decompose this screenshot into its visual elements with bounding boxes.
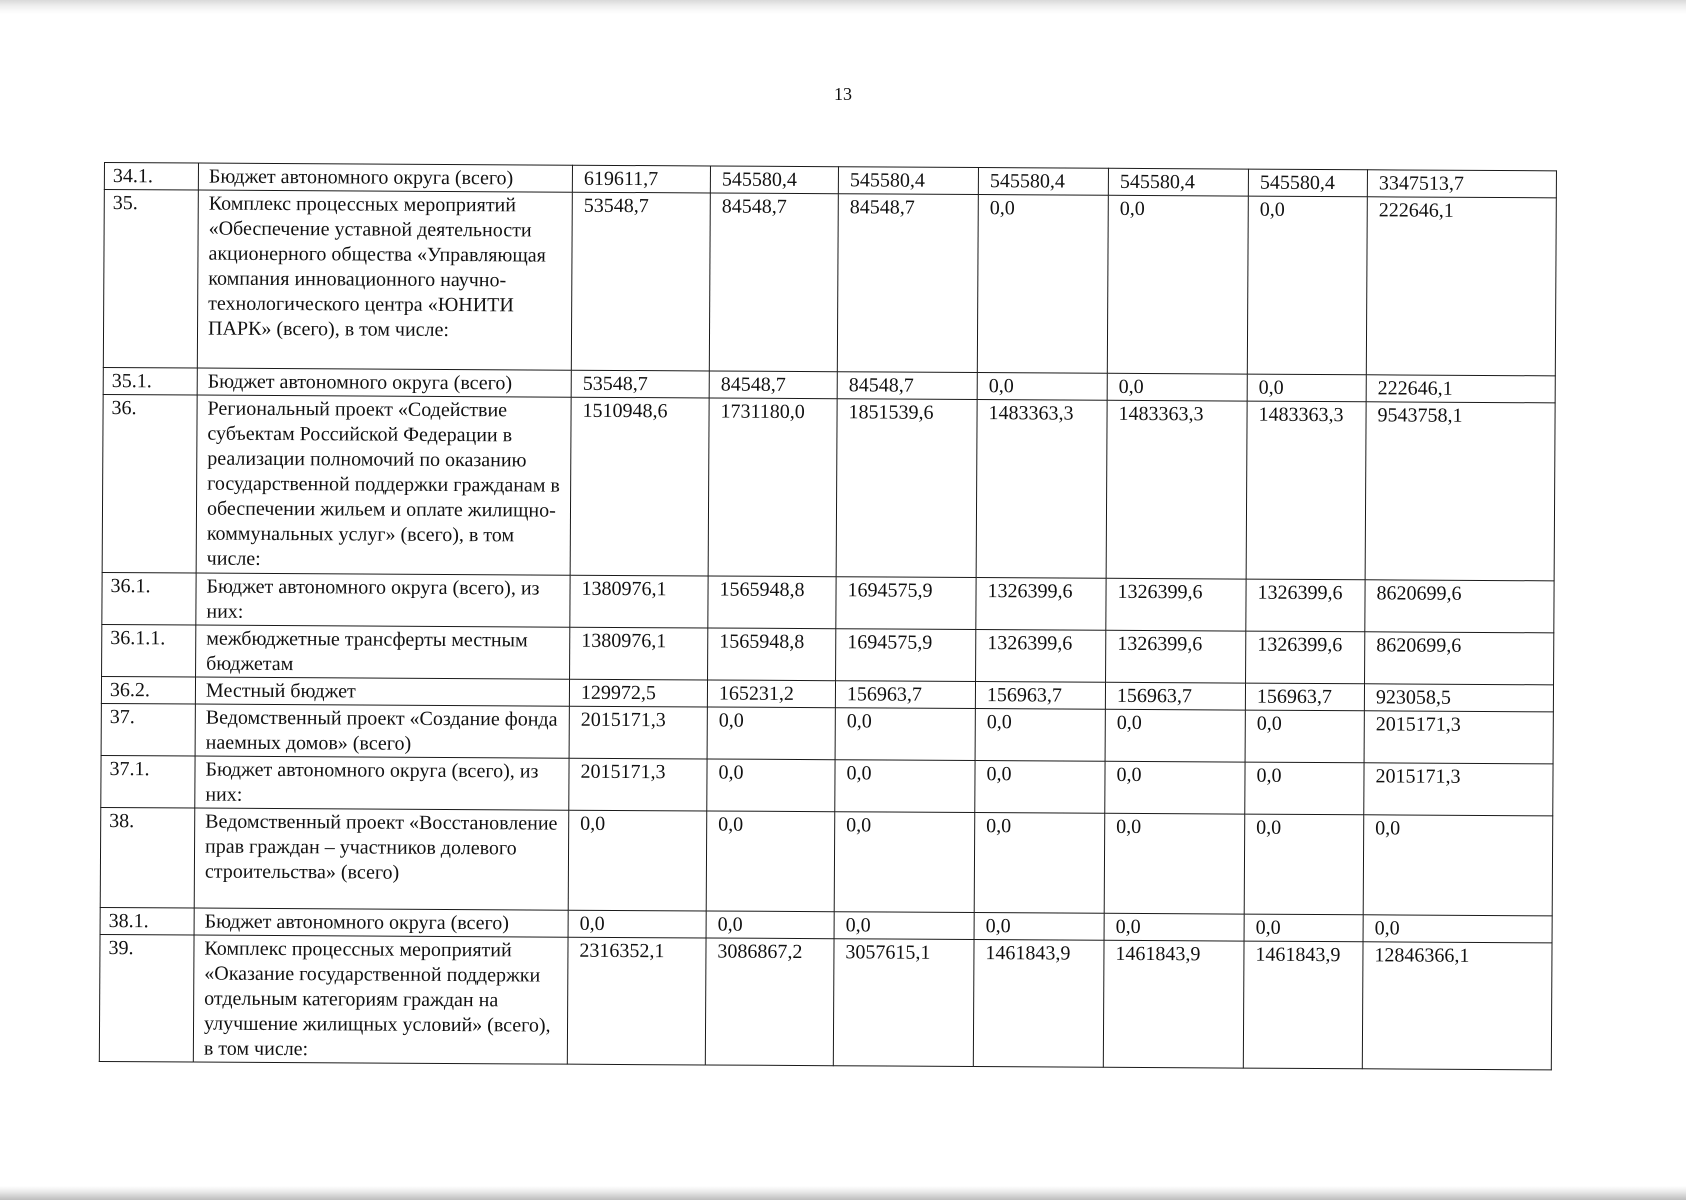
value-cell-year-5: 156963,7 [1105,682,1245,710]
value-cell-year-2: 1565948,8 [708,628,836,681]
value-cell-year-6: 0,0 [1247,374,1366,402]
row-number-cell: 37. [101,703,195,756]
value-cell-year-2: 0,0 [706,811,835,912]
value-cell-year-6: 545580,4 [1248,169,1367,197]
value-cell-total: 222646,1 [1366,197,1556,376]
value-cell-total: 923058,5 [1364,684,1553,712]
value-cell-year-4: 156963,7 [975,682,1105,710]
value-cell-year-6: 0,0 [1244,914,1363,942]
value-cell-total: 2015171,3 [1364,763,1553,816]
row-number-cell: 38. [100,807,195,908]
value-cell-year-2: 0,0 [707,759,835,812]
value-cell-total: 9543758,1 [1365,402,1555,581]
value-cell-year-3: 1851539,6 [836,399,977,578]
value-cell-year-4: 0,0 [977,195,1108,374]
value-cell-year-3: 156963,7 [835,681,975,709]
value-cell-year-5: 0,0 [1104,813,1245,914]
value-cell-year-1: 1510948,6 [570,397,709,576]
table-row [101,755,1553,815]
value-cell-year-5: 545580,4 [1108,168,1248,196]
value-cell-year-3: 84548,7 [837,194,978,373]
value-cell-year-2: 84548,7 [709,371,837,399]
value-cell-year-6: 1461843,9 [1243,941,1363,1069]
table-row [103,190,1556,376]
value-cell-year-4: 545580,4 [978,168,1108,196]
value-cell-year-1: 2015171,3 [569,706,707,759]
row-description-cell: Бюджет автономного округа (всего), из них: [196,573,570,627]
value-cell-year-2: 84548,7 [709,193,838,372]
row-number-cell: 38.1. [100,907,194,935]
value-cell-year-5: 0,0 [1107,373,1247,401]
row-description-cell: Местный бюджет [195,677,569,706]
value-cell-year-6: 156963,7 [1245,683,1364,711]
row-number-cell: 36. [102,394,197,573]
value-cell-year-2: 165231,2 [707,680,835,708]
value-cell-total: 0,0 [1363,915,1552,943]
value-cell-year-1: 1380976,1 [570,627,708,680]
table-row [100,807,1553,915]
value-cell-year-2: 3086867,2 [705,938,834,1066]
scan-top-edge [0,0,1686,14]
value-cell-year-5: 0,0 [1107,195,1248,374]
value-cell-year-5: 1461843,9 [1103,940,1244,1068]
value-cell-year-4: 1326399,6 [976,578,1106,631]
value-cell-year-6: 0,0 [1245,710,1364,763]
row-description-cell: Бюджет автономного округа (всего) [198,163,572,192]
value-cell-year-5: 1326399,6 [1106,578,1246,631]
value-cell-year-5: 0,0 [1105,761,1245,814]
value-cell-year-2: 1565948,8 [708,576,836,629]
row-description-cell: Комплекс процессных мероприятий «Обеспечение уставной деятельности акционерного общества «Управляющая компания инновационного научно-технологического центра «ЮНИТИ ПАРК» (всего), в том числе: [197,190,572,370]
value-cell-total: 222646,1 [1366,375,1555,403]
row-description-cell: Бюджет автономного округа (всего) [194,908,568,937]
value-cell-year-5: 1326399,6 [1106,630,1246,683]
value-cell-year-4: 1461843,9 [973,940,1104,1068]
table-row [102,572,1554,632]
value-cell-year-5: 0,0 [1104,913,1244,941]
value-cell-year-2: 0,0 [707,707,835,760]
value-cell-year-6: 1326399,6 [1246,631,1365,684]
value-cell-year-4: 0,0 [974,913,1104,941]
value-cell-total: 8620699,6 [1365,580,1554,633]
value-cell-year-3: 545580,4 [838,167,978,195]
row-number-cell: 37.1. [101,755,195,808]
page-number: 13 [834,84,852,104]
value-cell-year-6: 0,0 [1247,196,1367,375]
row-number-cell: 36.1.1. [102,624,196,677]
value-cell-year-3: 3057615,1 [833,939,974,1067]
value-cell-year-6: 0,0 [1245,762,1364,815]
value-cell-year-2: 1731180,0 [708,398,837,577]
value-cell-year-4: 0,0 [975,761,1105,814]
value-cell-year-4: 0,0 [974,813,1105,914]
value-cell-year-5: 1483363,3 [1106,400,1247,579]
value-cell-year-3: 0,0 [835,760,975,813]
row-number-cell: 35. [103,190,198,369]
value-cell-year-3: 0,0 [834,912,974,940]
table-row [99,934,1552,1069]
row-description-cell: Ведомственный проект «Создание фонда наемных домов» (всего) [195,704,569,758]
value-cell-year-1: 0,0 [568,910,706,938]
value-cell-year-3: 1694575,9 [836,577,976,630]
row-number-cell: 35.1. [103,367,197,395]
row-description-cell: Комплекс процессных мероприятий «Оказание государственной поддержки отдельным категориям граждан на улучшение жилищных условий» (всего), в том числе: [193,935,568,1064]
value-cell-year-5: 0,0 [1105,709,1245,762]
row-number-cell: 34.1. [104,163,198,191]
row-description-cell: Региональный проект «Содействие субъектам Российской Федерации в реализации полномочий по оказанию государственной поддержки гражданам в обеспечении жильем и оплате жилищно-коммунальных услуг» (всего), в том числе: [196,395,571,575]
value-cell-total: 2015171,3 [1364,711,1553,764]
value-cell-year-1: 2316352,1 [567,937,706,1065]
row-description-cell: Ведомственный проект «Восстановление прав граждан – участников долевого строительства» (всего) [194,808,569,910]
value-cell-year-6: 1326399,6 [1246,579,1365,632]
row-number-cell: 36.1. [102,572,196,625]
value-cell-total: 3347513,7 [1367,170,1556,198]
table-row [101,703,1553,763]
value-cell-year-1: 2015171,3 [569,758,707,811]
value-cell-year-1: 1380976,1 [570,575,708,628]
row-description-cell: Бюджет автономного округа (всего) [197,368,571,397]
value-cell-year-3: 0,0 [834,812,975,913]
value-cell-year-2: 545580,4 [710,166,838,194]
value-cell-year-1: 619611,7 [572,165,710,193]
value-cell-total: 0,0 [1363,815,1553,916]
value-cell-year-3: 84548,7 [837,372,977,400]
row-number-cell: 39. [99,934,194,1062]
value-cell-year-4: 0,0 [975,709,1105,762]
value-cell-year-1: 53548,7 [571,370,709,398]
value-cell-year-3: 0,0 [835,708,975,761]
value-cell-total: 12846366,1 [1362,942,1552,1070]
table-row [102,624,1554,684]
value-cell-year-2: 0,0 [706,911,834,939]
value-cell-year-1: 0,0 [568,810,707,911]
table-row [102,394,1555,580]
value-cell-year-1: 53548,7 [571,192,710,371]
value-cell-year-6: 1483363,3 [1246,401,1366,580]
row-description-cell: Бюджет автономного округа (всего), из них: [195,756,569,810]
row-number-cell: 36.2. [101,676,195,704]
value-cell-year-3: 1694575,9 [836,629,976,682]
value-cell-year-6: 0,0 [1244,814,1364,915]
value-cell-year-4: 1326399,6 [976,630,1106,683]
value-cell-year-1: 129972,5 [569,679,707,707]
row-description-cell: межбюджетные трансферты местным бюджетам [196,625,570,679]
budget-table [99,162,1557,1070]
value-cell-total: 8620699,6 [1365,632,1554,685]
value-cell-year-4: 0,0 [977,373,1107,401]
scan-bottom-edge [0,1186,1686,1200]
value-cell-year-4: 1483363,3 [976,400,1107,579]
